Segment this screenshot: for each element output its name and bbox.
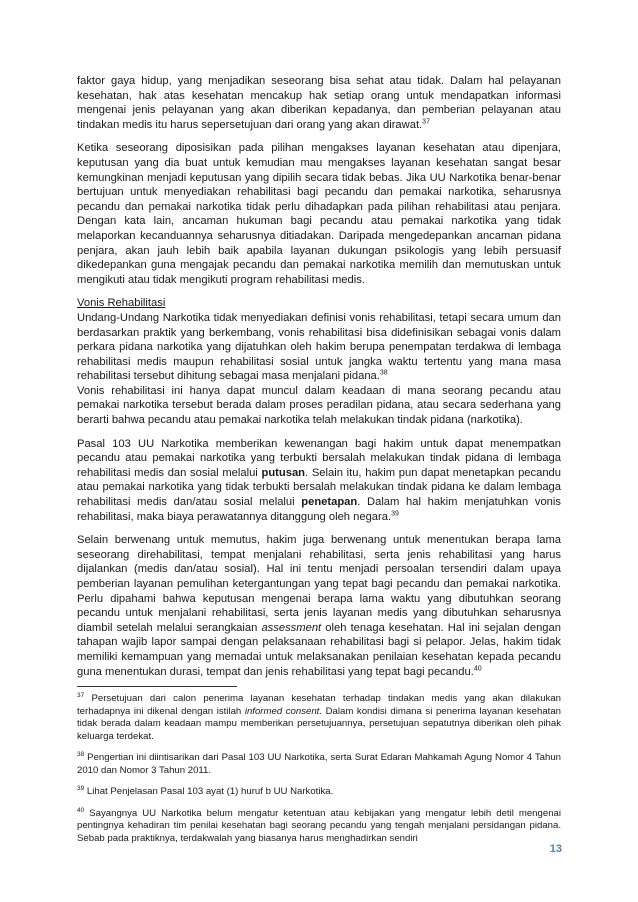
footnote-38: $^{38}$ Pengertian ini diintisarikan dari Pasal 103 UU Narkotika, serta Surat Edaran Mahkamah Agung Nomor 4 Tahun 2010 dan Nomor 3 Tahun 2011. [77, 750, 561, 776]
paragraph-5: Pasal 103 UU Narkotika memberikan kewenangan bagi hakim untuk dapat menempatkan pecandu atau pemakai narkotika yang terbukti bersalah melakukan tindak pidana di lembaga rehabilitasi medis dan sosial melalui putusan. Selain itu, hakim pun dapat menetapkan pecandu atau pemakai narkotika yang tidak terbukti bersalah melakukan tindak pidana ke dalam lembaga rehabilitasi medis dan/atau sosial melalui penetapan. Dalam hal hakim menjatuhkan vonis rehabilitasi, maka biaya perawatannya ditanggung oleh negara.$^{39}$ [77, 437, 561, 523]
paragraph-6: Selain berwenang untuk memutus, hakim juga berwenang untuk menentukan berapa lama seseorang direhabilitasi, tempat menjalani rehabilitasi, serta jenis rehabilitasi yang harus dijalankan (medis dan/atau sosial). Hal ini tentu menjadi persoalan tersendiri dalam upaya pemberian layanan pemulihan ketergantungan yang tepat bagi pecandu dan pemakai narkotika. Perlu dipahami bahwa keputusan mengenai berapa lama waktu yang dibutuhkan seorang pecandu untuk menjalani rehabilitasi, serta jenis layanan medis yang dibutuhkan seharusnya diambil setelah melalui serangkaian assessment oleh tenaga kesehatan. Hal ini sejalan dengan tahapan wajib lapor sampai dengan pelaksanaan rehabilitasi bagi si pelapor. Jelas, hakim tidak memiliki kemampuan yang memadai untuk melaksanakan penilaian kesehatan kepada pecandu guna menentukan durasi, tempat dan jenis rehabilitasi yang tepat bagi pecandu.$^{40}$ [77, 534, 561, 678]
paragraph-1: faktor gaya hidup, yang menjadikan seseorang bisa sehat atau tidak. Dalam hal pelayanan kesehatan, hak atas kesehatan mencakup hak setiap orang untuk mendapatkan informasi mengenai jenis pelayanan yang akan diberikan kepadanya, dan pemberian pelayanan atau tindakan medis itu harus sepersetujuan dari orang yang akan dirawat.$^{37}$ [77, 75, 561, 131]
footnote-37: $^{37}$ Persetujuan dari calon penerima layanan kesehatan terhadap tindakan medis yang akan dilakukan terhadapnya ini dikenal dengan istilah informed consent. Dalam kondisi dimana si penerima layanan kesehatan tidak berada dalam keadaan mampu memberikan persetujuannya, persetujuan sepatutnya diberikan oleh pihak keluarga terdekat. [77, 691, 561, 742]
paragraph-2: Ketika seseorang diposisikan pada pilihan mengakses layanan kesehatan atau dipenjara, keputusan yang dia buat untuk kemudian mau mengakses layanan kesehatan sangat besar kemungkinan menjadi keputusan yang dipilih secara tidak bebas. Jika UU Narkotika benar-benar bertujuan untuk menyediakan rehabilitasi bagi pecandu dan pemakai narkotika, seharusnya pecandu dan pemakai narkotika tidak perlu dihadapkan pada pilihan rehabilitasi atau penjara. Dengan kata lain, ancaman hukuman bagi pecandu atau pemakai narkotika yang tidak melaporkan kecanduannya seharusnya ditiadakan. Daripada mengedepankan ancaman pidana penjara, akan jauh lebih baik apabila layanan dukungan psikologis yang lebih persuasif dikedepankan guna mengajak pecandu dan pemakai narkotika memilih dan memutuskan untuk mengikuti atau tidak mengikuti program rehabilitasi medis. [77, 142, 561, 286]
footnote-ref-39[interactable]: 39 [391, 509, 399, 517]
bold-putusan: putusan [261, 466, 306, 479]
document-page [77, 74, 561, 854]
section-heading-vonis-rehabilitasi: Vonis Rehabilitasi [77, 297, 166, 310]
italic-assessment: assessment [261, 621, 322, 634]
footnote-40: $^{40}$ Sayangnya UU Narkotika belum mengatur ketentuan atau kebijakan yang mengatur lebih detil mengenai pentingnya kehadiran tim penilai kesehatan bagi seorang pecandu yang tengah menjalani persidangan pidana. Sebab pada praktiknya, terdakwalah yang biasanya harus menghadirkan sendiri [77, 806, 561, 844]
paragraph-3: Undang-Undang Narkotika tidak menyediakan definisi vonis rehabilitasi, tetapi secara umum dan berdasarkan praktik yang berkembang, vonis rehabilitasi bisa didefinisikan sebagai vonis dalam perkara pidana narkotika yang dijatuhkan oleh hakim berupa penempatan terdakwa di lembaga rehabilitasi medis maupun rehabilitasi sosial untuk jangka waktu tertentu yang mana masa rehabilitasi tersebut dihitung sebagai masa menjalani pidana.$^{38}$ [77, 311, 561, 383]
footnote-ref-37[interactable]: 37 [422, 118, 430, 126]
page-number: 13 [549, 843, 562, 855]
footnote-ref-38[interactable]: 38 [379, 369, 388, 377]
footnote-ref-40[interactable]: 40 [473, 664, 482, 672]
paragraph-4: Vonis rehabilitasi ini hanya dapat muncul dalam keadaan di mana seorang pecandu atau pemakai narkotika tersebut berada dalam proses peradilan pidana, atau secara sederhana yang berarti bahwa pecandu atau pemakai narkotika telah melakukan tindak pidana (narkotika). [77, 384, 561, 427]
footnote-39: $^{39}$ Lihat Penjelasan Pasal 103 ayat (1) huruf b UU Narkotika. [77, 784, 334, 798]
footnote-separator [77, 686, 237, 687]
bold-penetapan: penetapan [301, 496, 358, 509]
